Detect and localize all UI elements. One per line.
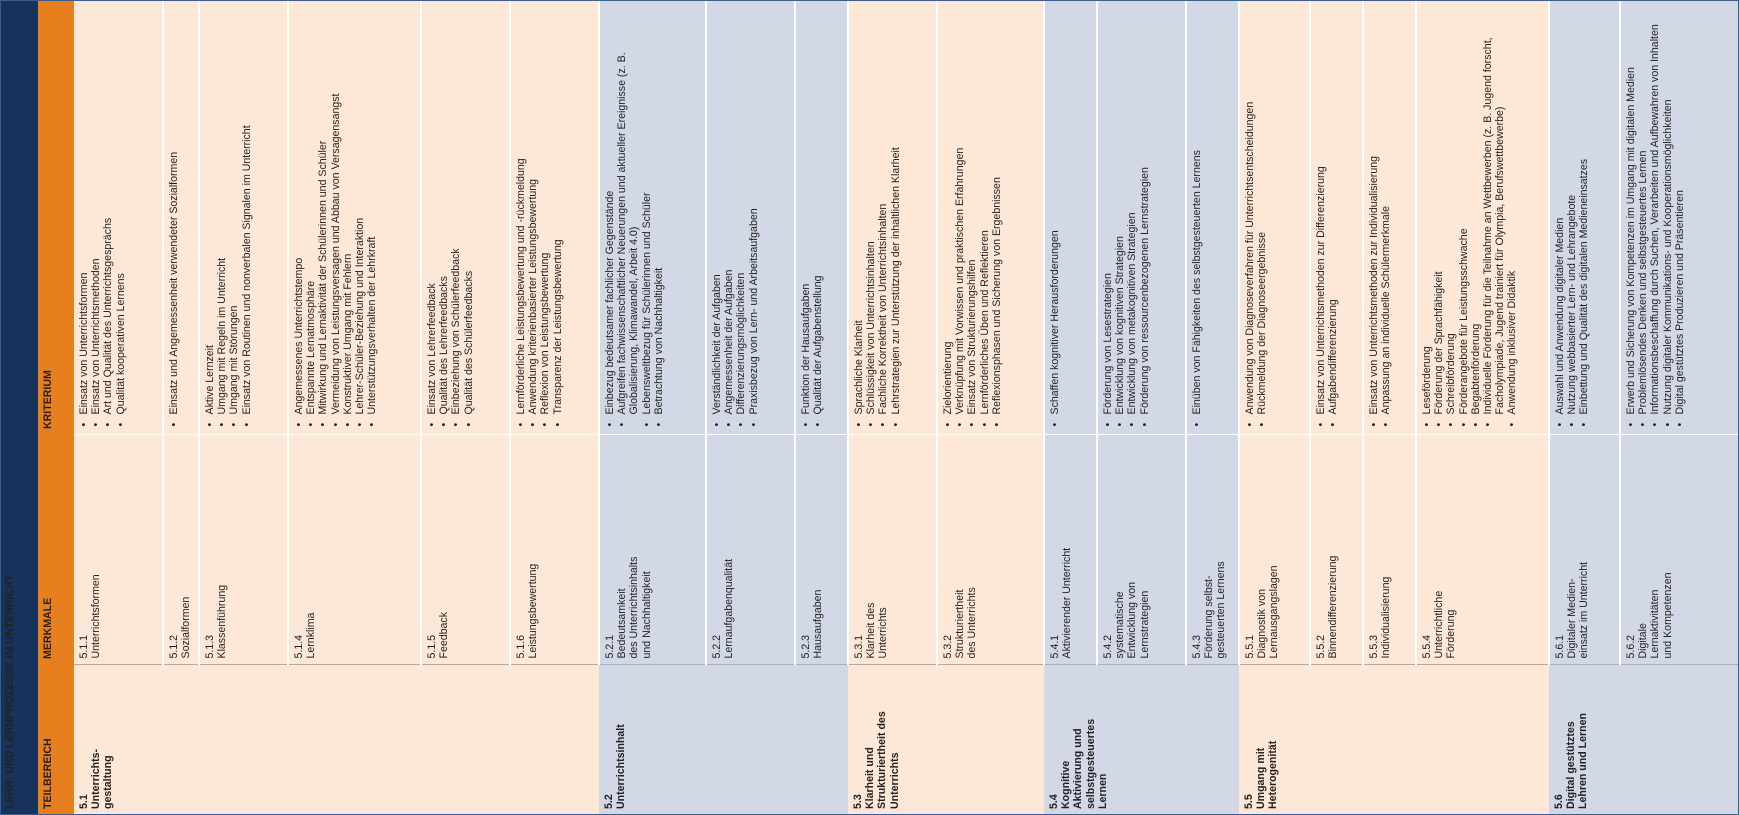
kriterium-item: • Entspannte Lernatmosphäre [305,6,317,415]
kriterium-item: • Einüben von Fähigkeiten des selbstgesteuerten Lernens [1191,6,1203,415]
kriterium-item: • Lebensweltbezug für Schülerinnen und Schüler [641,6,653,415]
section-cell [1239,665,1549,815]
section-title: Digital gestütztes Lehren und Lernen [1565,713,1590,809]
section-number: 5.2 [603,794,615,809]
merkmal-cell [1416,435,1549,665]
kriterium-item: • Lernförderliche Leistungsbewertung und -rückmeldung [515,6,527,415]
kriterium-item: • Einsatz und Angemessenheit verwendeter Sozialformen [168,6,180,415]
kriterium-item: • Einbeziehung von Schülerfeedback [450,6,462,415]
merkmal-title: Leistungsbewertung [527,563,540,659]
merkmal-title: Bedeutsamkeit des Unterrichtsinhalts und Nachhaltigkeit [616,556,653,659]
section-title: Unterrichts- gestaltung [90,748,115,809]
merkmal-cell [163,435,199,665]
kriterium-cell [1310,0,1363,435]
section-cell [848,665,1044,815]
merkmal-cell [937,435,1044,665]
merkmal-cell [706,435,795,665]
kriterium-cell [1620,0,1739,435]
section-number: 5.4 [1048,794,1060,809]
criteria-row [1549,0,1620,815]
merkmal-title: Lernklima [305,612,318,659]
merkmal-number: 5.1.4 [293,634,305,659]
kriterium-item: • Förderung von Lesestrategien [1102,6,1114,415]
header-row [38,0,74,815]
kriterium-item: • Förderung von ressourcenbezogenen Lernstrategien [1139,6,1151,415]
kriterium-list [711,6,760,429]
merkmal-number: 5.4.3 [1191,634,1203,659]
kriterium-item: • Einsatz von Lehrerfeedback [426,6,438,415]
merkmal-cell [1310,435,1363,665]
kriterium-item: • Umgang mit Störungen [228,6,240,415]
kriterium-cell [510,0,599,435]
merkmal-title: Hausaufgaben [812,589,825,659]
kriterium-item: • Informationsbeschaffung durch Suchen, Verarbeiten und Aufbewahren von Inhalten [1649,6,1661,415]
merkmal-number: 5.5.4 [1421,634,1433,659]
merkmal-cell [1620,435,1739,665]
merkmal-number: 5.5.1 [1244,634,1256,659]
kriterium-item: • Individuelle Förderung für die Teilnahme an Wettbewerben (z. B. Jugend forscht, Facholympiade, Jugend trainiert für Olympia, Berufswettbewerbe) [1482,6,1506,415]
kriterium-cell [163,0,199,435]
merkmal-title: Strukturiertheit des Unterrichts [954,587,979,659]
kriterium-item: • Lernförderliches Üben und Reflektieren [979,6,991,415]
merkmal-title: Sozialformen [180,596,193,659]
section-cell [1044,665,1239,815]
merkmal-number: 5.4.2 [1102,634,1114,659]
kriterium-item: • Funktion der Hausaufgaben [800,6,812,415]
kriterium-item: • Einsatz von Unterrichtsmethoden zur Individualisierung [1368,6,1380,415]
kriterium-item: • Umgang mit Regeln im Unterricht [216,6,228,415]
kriterium-item: • Qualität kooperativen Lernens [115,6,127,415]
merkmal-title: Unterrichtsformen [90,574,103,659]
kriterium-item: • Verständlichkeit der Aufgaben [711,6,723,415]
section-cell [1549,665,1739,815]
kriterium-cell [599,0,706,435]
kriterium-list [78,6,127,429]
header-teilbereich: TEILBEREICH [38,665,74,815]
kriterium-cell [1044,0,1097,435]
kriterium-cell [1549,0,1620,435]
kriterium-item: • Angemessenes Unterrichtstempo [293,6,305,415]
kriterium-item: • Art und Qualität des Unterrichtsgesprächs [102,6,114,415]
kriterium-item: • Förderung der Sprachfähigkeit [1433,6,1445,415]
kriterium-item: • Leseförderung [1421,6,1433,415]
kriterium-list [1421,6,1519,429]
criteria-row [1044,0,1097,815]
kriterium-item: • Auswahl und Anwendung digitaler Medien [1554,6,1566,415]
merkmal-number: 5.5.3 [1368,634,1380,659]
kriterium-item: • Einsatz von Strukturierungshilfen [966,6,978,415]
kriterium-cell [1097,0,1186,435]
kriterium-item: • Qualität der Aufgabenstellung [812,6,824,415]
kriterium-item: • Schreibförderung [1445,6,1457,415]
section-cell [74,665,599,815]
kriterium-list [942,6,1003,429]
kriterium-cell [1416,0,1549,435]
kriterium-item: • Unterstützungsverhalten der Lehrkraft [366,6,378,415]
kriterium-item: • Nutzung digitaler Kommunikations- und Kooperationsmöglichkeiten [1662,6,1674,415]
merkmal-number: 5.1.1 [78,634,90,659]
merkmal-cell [1549,435,1620,665]
merkmal-title: Diagnostik von Lernausgangslagen [1256,565,1281,659]
kriterium-list [293,6,378,429]
kriterium-item: • Verknüpfung mit Vorwissen und praktischen Erfahrungen [954,6,966,415]
merkmal-cell [795,435,848,665]
kriterium-item: • Entwicklung von metakognitiven Strategien [1126,6,1138,415]
kriterium-item: • Problemlösendes Denken und selbstgesteuertes Lernen [1637,6,1649,415]
kriterium-item: • Einsatz von Unterrichtsmethoden zur Differenzierung [1315,6,1327,415]
kriterium-item: • Lehrer-Schüler-Beziehung und Interaktion [354,6,366,415]
kriterium-list [426,6,475,429]
kriterium-item: • Digital gestütztes Produzieren und Präsentieren [1674,6,1686,415]
merkmal-title: Feedback [438,611,451,659]
criteria-row [599,0,706,815]
kriterium-item: • Einsatz von Unterrichtsformen [78,6,90,415]
merkmal-number: 5.1.5 [426,634,438,659]
kriterium-item: • Betrachtung von Nachhaltigkeit [653,6,665,415]
merkmal-cell [848,435,937,665]
kriterium-item: • Differenzierungsmöglichkeiten [735,6,747,415]
kriterium-item: • Schaffen kognitiver Herausforderungen [1049,6,1061,415]
kriterium-cell [421,0,510,435]
kriterium-item: • Qualität des Lehrerfeedbacks [438,6,450,415]
kriterium-list [853,6,902,429]
merkmal-number: 5.6.1 [1554,634,1566,659]
kriterium-cell [1186,0,1239,435]
kriterium-item: • Qualität des Schülerfeedbacks [463,6,475,415]
kriterium-cell [1363,0,1416,435]
kriterium-list [1102,6,1151,429]
section-cell [599,665,848,815]
criteria-row [74,0,163,815]
kriterium-item: • Schlüssigkeit von Unterrichtsinhalten [865,6,877,415]
kriterium-list [515,6,564,429]
merkmal-title: Aktivierender Unterricht [1061,547,1074,659]
kriterium-item: • Konstruktiver Umgang mit Fehlern [342,6,354,415]
section-number: 5.6 [1553,794,1565,809]
kriterium-item: • Aufgreifen fachwissenschaftlicher Neuerungen und aktueller Ereignisse (z. B. Globalisierung, Klimawandel, Arbeit 4.0) [616,6,640,415]
merkmal-cell [599,435,706,665]
kriterium-list [1191,6,1203,429]
kriterium-item: • Nutzung webbasierter Lern- und Lehrangebote [1566,6,1578,415]
kriterium-item: • Anwendung kriterienbasierter Leistungsbewertung [527,6,539,415]
merkmal-title: systematische Entwicklung von Lernstrategien [1114,581,1151,659]
kriterium-item: • Aufgabendifferenzierung [1327,6,1339,415]
kriterium-list [604,6,665,429]
kriterium-list [168,6,180,429]
merkmal-title: Digitaler Medien- einsatz im Unterricht [1566,561,1591,659]
kriterium-item: • Erwerb und Sicherung von Kompetenzen im Umgang mit digitalen Medien [1625,6,1637,415]
kriterium-item: • Begabtenförderung [1470,6,1482,415]
kriterium-item: • Anpassung an individuelle Schülermerkmale [1380,6,1392,415]
merkmal-cell [1239,435,1310,665]
merkmal-title: Förderung selbst- gesteuerten Lernens [1203,561,1228,659]
kriterium-list [1554,6,1591,429]
merkmal-cell [1363,435,1416,665]
kriterium-cell [848,0,937,435]
header-kriterium: KRITERIUM [38,0,74,435]
criteria-row [848,0,937,815]
merkmal-number: 5.2.3 [800,634,812,659]
merkmal-cell [199,435,288,665]
section-title: Unterrichtsinhalt [615,724,628,809]
merkmal-number: 5.3.1 [853,634,865,659]
kriterium-item: • Anwendung inklusiver Didaktik [1506,6,1518,415]
merkmal-number: 5.1.2 [168,634,180,659]
kriterium-item: • Rückmeldung der Diagnoseergebnisse [1256,6,1268,415]
section-number: 5.5 [1243,794,1255,809]
kriterium-list [1625,6,1686,429]
kriterium-item: • Einbezug bedeutsamer fachlicher Gegenstände [604,6,616,415]
merkmal-cell [1186,435,1239,665]
kriterium-item: • Einsatz von Unterrichtsmethoden [90,6,102,415]
merkmal-title: Digitale Lernaktivitäten und Kompetenzen [1637,572,1674,659]
section-number: 5.3 [852,794,864,809]
merkmal-number: 5.3.2 [942,634,954,659]
kriterium-item: • Einsatz von Routinen und nonverbalen Signalen im Unterricht [241,6,253,415]
kriterium-list [1049,6,1061,429]
kriterium-cell [199,0,288,435]
merkmal-title: Binnendifferenzierung [1327,555,1340,659]
kriterium-cell [706,0,795,435]
merkmal-title: Klassenführung [216,584,229,659]
kriterium-item: • Reflexionsphasen und Sicherung von Ergebnissen [991,6,1003,415]
merkmal-number: 5.1.6 [515,634,527,659]
page-title: LEHR- UND LERNPROZESSE IM UNTERRICHT [0,0,38,815]
kriterium-cell [74,0,163,435]
kriterium-item: • Reflexion von Leistungsbewertung [539,6,551,415]
merkmal-number: 5.2.2 [711,634,723,659]
kriterium-list [1368,6,1392,429]
kriterium-cell [937,0,1044,435]
kriterium-list [1244,6,1268,429]
kriterium-item: • Sprachliche Klarheit [853,6,865,415]
kriterium-cell [1239,0,1310,435]
kriterium-item: • Anwendung von Diagnoseverfahren für Unterrichtsentscheidungen [1244,6,1256,415]
kriterium-item: • Lehrstrategien zur Unterstützung der inhaltlichen Klarheit [890,6,902,415]
kriterium-item: • Praxisbezug von Lern- und Arbeitsaufgaben [748,6,760,415]
kriterium-cell [288,0,421,435]
kriterium-item: • Aktive Lernzeit [204,6,216,415]
merkmal-title: Unterrichtliche Förderung [1433,590,1458,659]
kriterium-cell [795,0,848,435]
kriterium-list [204,6,253,429]
merkmal-cell [421,435,510,665]
merkmal-number: 5.1.3 [204,634,216,659]
merkmal-number: 5.2.1 [604,634,616,659]
section-number: 5.1 [78,794,90,809]
merkmal-title: Individualisierung [1380,576,1393,659]
header-merkmale: MERKMALE [38,435,74,665]
merkmal-cell [1044,435,1097,665]
merkmal-cell [1097,435,1186,665]
kriterium-item: • Mitwirkung und Lernaktivität der Schülerinnen und Schüler [317,6,329,415]
kriterium-item: • Fachliche Korrektheit von Unterrichtsinhalten [877,6,889,415]
merkmal-title: Lernaufgabenqualität [723,558,736,659]
merkmal-cell [510,435,599,665]
kriterium-item: • Einbettung und Qualität des digitalen Medieneinsatzes [1578,6,1590,415]
section-title: Klarheit und Strukturiertheit des Unterrichts [864,711,901,809]
kriterium-item: • Förderangebote für Leistungsschwache [1458,6,1470,415]
kriterium-item: • Vermeidung von Leistungsversagen und Abbau von Versagensangst [330,6,342,415]
merkmal-number: 5.5.2 [1315,634,1327,659]
kriterium-item: • Angemessenheit der Aufgaben [723,6,735,415]
section-title: Umgang mit Heterogenität [1255,740,1280,809]
title-row [0,0,38,815]
kriterium-list [1315,6,1339,429]
criteria-row [1239,0,1310,815]
merkmal-cell [288,435,421,665]
merkmal-cell [74,435,163,665]
merkmal-number: 5.4.1 [1049,634,1061,659]
kriterium-item: • Transparenz der Leistungsbewertung [552,6,564,415]
merkmal-title: Klarheit des Unterrichts [865,602,890,659]
section-title: Kognitive Aktivierung und selbstgesteuertes Lernen [1060,718,1109,809]
kriterium-item: • Entwicklung von kognitiven Strategien [1114,6,1126,415]
merkmal-number: 5.6.2 [1625,634,1637,659]
kriterium-list [800,6,824,429]
kriterium-item: • Zielorientierung [942,6,954,415]
